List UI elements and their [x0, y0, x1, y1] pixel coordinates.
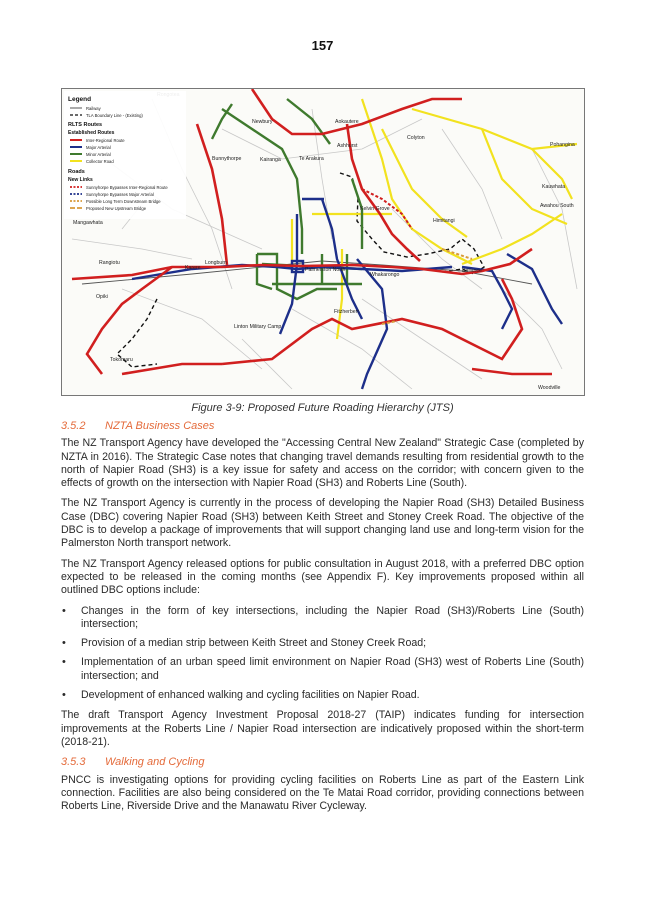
place-label: Karere [185, 265, 201, 271]
legend-item-tla-boundary: TLA Boundary Line - (Existing) [86, 113, 143, 118]
section-title: NZTA Business Cases [105, 420, 215, 432]
paragraph: The NZ Transport Agency have developed the "Accessing Central New Zealand" Strategic Case (completed by NZTA in 2016). The Strategic Case notes that changing travel demands resulting from residential growth to the north of Napier Road (SH3) is a key issue for safety and access on the corridor; with concern given to the effects of growth on the intersection with Napier Road (SH3) and Roberts Line (South). [61, 437, 584, 490]
bullet-icon: • [62, 604, 66, 617]
place-label: Aokautere [335, 119, 359, 125]
legend-item-bypass-inter-regional: Sunnyhorpe Bypasses Inter-Regional Route [86, 185, 168, 190]
section-number: 3.5.3 [61, 756, 86, 769]
place-label: Ballance [462, 268, 482, 274]
place-label: Opiki [96, 294, 108, 300]
place-label: Linton Military Camp [234, 324, 282, 330]
legend-item-inter-regional: Inter-Regional Route [86, 138, 125, 143]
legend-item-upstream-bridge: Proposed New Upstream Bridge [86, 206, 147, 211]
place-label: Bunnythorpe [212, 156, 242, 162]
place-label: Whakarongo [370, 272, 400, 278]
place-label: Tokomaru [110, 357, 133, 363]
list-item: • Development of enhanced walking and cycling facilities on Napier Road. [62, 689, 420, 702]
list-item: • Changes in the form of key intersections, including the Napier Road (SH3)/Roberts Line (South) intersection; [62, 604, 584, 630]
place-label: Pohangina [550, 142, 575, 148]
place-label: Himitangi [433, 218, 455, 224]
paragraph: PNCC is investigating options for providing cycling facilities on Roberts Line as part of the Eastern Link connection. Facilities are also being considered on the Te Matai Road corridor, providing connections between Roberts Line, Riverside Drive and the Manawatu River Cycleway. [61, 773, 584, 813]
paragraph: The draft Transport Agency Investment Proposal 2018-27 (TAIP) indicates funding for intersection improvements at the Roberts Line / Napier Road intersection are indicatively proposed within the short-term (2018-21). [61, 709, 584, 748]
place-label: Kelvin Grove [360, 206, 390, 212]
paragraph: The NZ Transport Agency is currently in the process of developing the Napier Road (SH3) Detailed Business Case (DBC) covering Napier Road (SH3) between Keith Street and Stoney Creek Road. The objective of the DBC is to develop a package of improvements that will support changing land use and long-term vision for the Palmerston North transport network. [61, 497, 584, 550]
bullet-icon: • [62, 656, 66, 669]
section-title: Walking and Cycling [105, 756, 205, 769]
legend-title: Legend [68, 96, 92, 103]
legend-rlts-title: RLTS Routes [68, 122, 103, 128]
page-number: 157 [311, 38, 334, 53]
place-label: Kairanga [260, 157, 281, 163]
legend-item-railway: Railway [86, 106, 101, 111]
map-legend [64, 91, 186, 219]
map-canvas [62, 89, 584, 395]
place-label: Rangiotu [99, 260, 120, 266]
place-label: Te Arakura [299, 156, 324, 162]
place-label: Awahou South [540, 203, 574, 209]
place-label: Mangawhata [73, 220, 103, 226]
legend-item-minor-arterial: Minor Arterial [86, 152, 111, 157]
legend-established-title: Established Routes [68, 130, 115, 136]
legend-item-downstream-bridge: Possible Long Term Downstream Bridge [86, 199, 161, 204]
section-heading-352 [61, 420, 584, 433]
legend-new-links-title: New Links [68, 177, 93, 183]
document-body [61, 420, 584, 820]
place-label: Ashhurst [337, 143, 358, 149]
dbc-improvements-list [61, 605, 584, 703]
legend-roads-title: Roads [68, 169, 85, 175]
place-label: Colyton [407, 135, 425, 141]
figure-caption: Figure 3-9: Proposed Future Roading Hierarchy (JTS) [191, 402, 454, 414]
place-label: Kauwhata [542, 184, 566, 190]
paragraph: The NZ Transport Agency released options for public consultation in August 2018, with a preferred DBC option expected to be released in the coming months (see Appendix F). Key improvements proposed within all outlined DBC options include: [61, 557, 584, 597]
place-label: Fitzherbert [334, 309, 359, 315]
list-item: • Implementation of an urban speed limit environment on Napier Road (SH3) west of Roberts Line (South) intersection; and [62, 656, 584, 682]
place-label: Woodville [538, 385, 561, 391]
list-item: • Provision of a median strip between Keith Street and Stoney Creek Road; [62, 637, 427, 650]
place-label: Longburn [205, 260, 227, 266]
section-heading-353 [61, 756, 584, 769]
legend-item-major-arterial: Major Arterial [86, 145, 111, 150]
bullet-icon: • [62, 637, 66, 650]
legend-item-collector-road: Collector Road [86, 159, 114, 164]
place-label: Newbury [252, 119, 273, 125]
section-number: 3.5.2 [61, 420, 86, 432]
legend-item-bypass-major-arterial: Sunnyhorpe Bypasses Major Arterial [86, 192, 154, 197]
roading-hierarchy-map [61, 88, 585, 396]
bullet-icon: • [62, 689, 66, 702]
place-label: Palmerston North [305, 267, 346, 273]
